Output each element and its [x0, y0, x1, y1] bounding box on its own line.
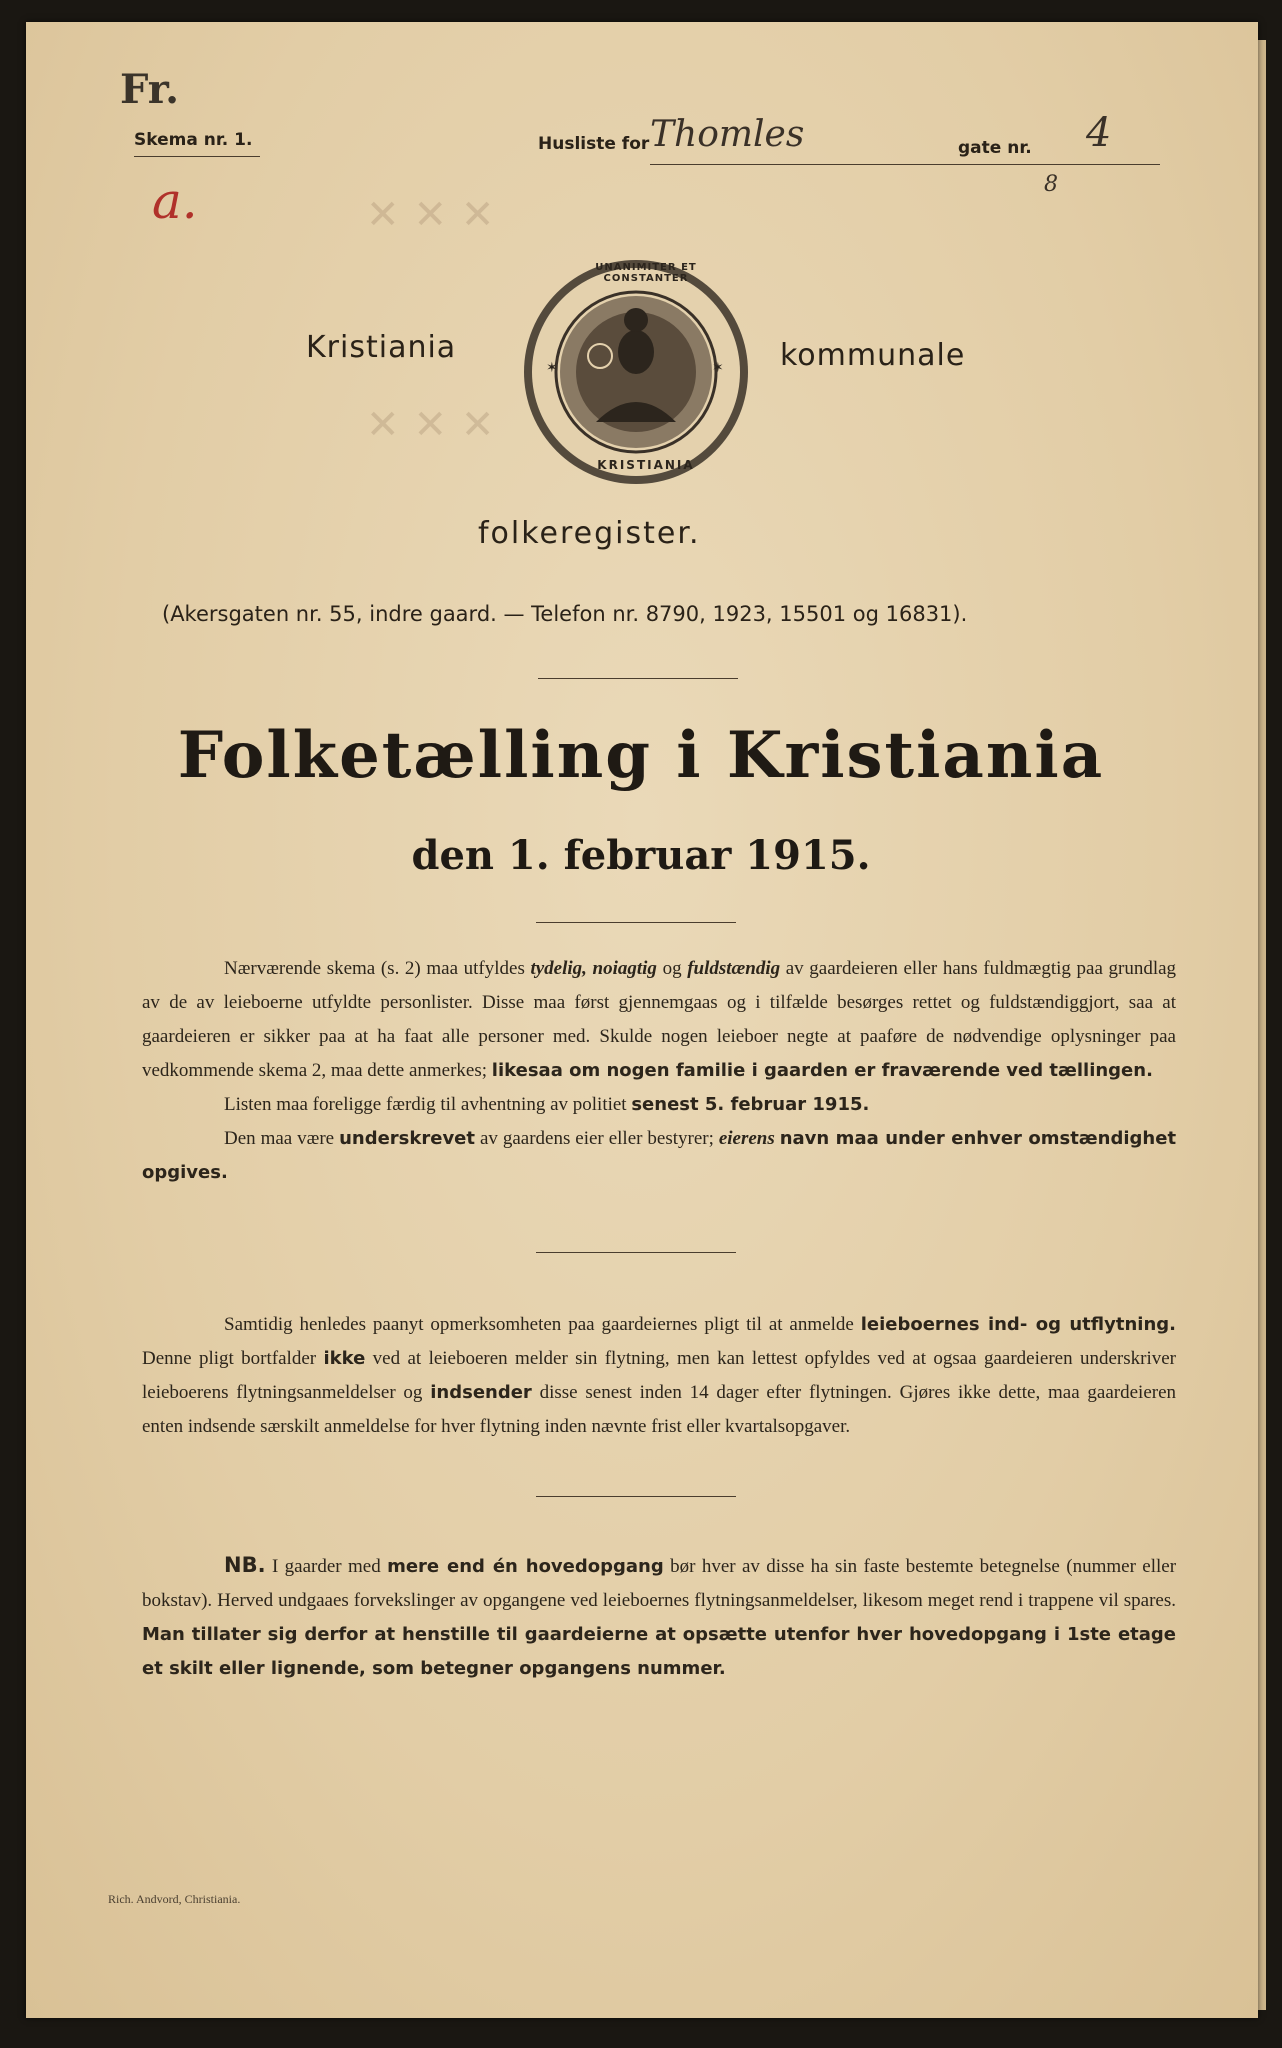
date-subtitle: den 1. februar 1915.	[411, 832, 871, 879]
separator-line	[536, 922, 736, 923]
moving-notice-block	[142, 1308, 1176, 1444]
husliste-label: Husliste for	[538, 134, 650, 154]
nb-notice-block	[142, 1548, 1176, 1686]
svg-text:✶: ✶	[712, 360, 724, 376]
masthead-folkeregister: folkeregister.	[478, 516, 701, 551]
skema-label: Skema nr. 1.	[134, 130, 253, 150]
bold-instruction: leieboernes ind- og utflytning.	[860, 1314, 1176, 1335]
emphasis-text: eierens	[718, 1128, 775, 1149]
emphasis-text: fuldstændig	[687, 958, 781, 979]
fr-stamp: Fr.	[120, 66, 180, 113]
instruction-text: av gaardens eier eller bestyrer;	[479, 1128, 714, 1149]
instruction-text: Nærværende skema (s. 2) maa utfyldes	[224, 958, 525, 979]
separator-line	[536, 1496, 736, 1497]
seal-city-name: KRISTIANIA	[597, 458, 695, 472]
main-title: Folketælling i Kristiania	[177, 718, 1105, 793]
house-number-field: 4	[1086, 110, 1112, 156]
separator-line	[538, 678, 738, 679]
sub-number-note: 8	[1044, 172, 1058, 197]
instruction-text: I gaarder med	[271, 1556, 381, 1577]
instruction-text: Listen maa foreligge færdig til avhentning av politiet	[224, 1094, 627, 1115]
bold-instruction: navn maa under enhver omstændighet opgives.	[142, 1128, 1177, 1183]
gate-nr-label: gate nr.	[958, 138, 1032, 158]
instruction-text: Denne pligt bortfalder	[142, 1348, 317, 1369]
masthead-kristiania: Kristiania	[306, 330, 457, 365]
skema-underline	[134, 156, 260, 157]
bleed-through-mark: ✕ ✕ ✕	[366, 402, 495, 448]
bold-instruction: likesaa om nogen familie i gaarden er fraværende ved tællingen.	[491, 1060, 1153, 1081]
instruction-text: og	[662, 958, 682, 979]
instruction-text: av gaardeieren eller hans fuldmægtig paa grundlag av de av leieboerne utfyldte personlister. Disse maa først gjennemgaas og i tilfælde besørges rettet og fuldstændiggjort, saa at gaardeieren er sikker paa at ha faat alle personer med. Skulde nogen leieboer negte at paaføre de nødvendige oplysninger paa vedkommende skema 2, maa dette anmerkes;	[142, 958, 1177, 1081]
masthead-kommunale: kommunale	[780, 338, 966, 373]
bold-instruction: indsender	[430, 1382, 532, 1403]
bold-instruction: underskrevet	[339, 1128, 475, 1149]
deadline-text: senest 5. februar 1915.	[631, 1094, 870, 1115]
seal-motto: UNANIMITER ET CONSTANTER	[595, 262, 697, 284]
census-form-page	[26, 22, 1258, 2018]
instructions-block	[142, 952, 1176, 1190]
bold-instruction: Man tillater sig derfor at henstille til gaardeierne at opsætte utenfor hver hovedopgang i 1ste etage et skilt eller lignende, som betegner opgangens nummer.	[142, 1624, 1176, 1679]
bold-instruction: mere end én hovedopgang	[387, 1556, 664, 1577]
svg-text:✶: ✶	[546, 360, 558, 376]
bold-instruction: ikke	[323, 1348, 366, 1369]
emphasis-text: tydelig, noiagtig	[530, 958, 657, 979]
nb-label: NB.	[224, 1553, 266, 1577]
street-name-field: Thomles	[650, 114, 805, 155]
red-pencil-mark: a.	[152, 172, 198, 230]
separator-line	[536, 1252, 736, 1253]
address-telephone-line: (Akersgaten nr. 55, indre gaard. — Telefon nr. 8790, 1923, 15501 og 16831).	[162, 602, 968, 626]
instruction-text: Den maa være	[224, 1128, 335, 1149]
husliste-underline	[650, 164, 1160, 165]
instruction-text: bør hver av disse ha sin faste bestemte betegnelse (nummer eller bokstav). Herved undgaaes forvekslinger av opgangene ved leieboernes flytningsanmeldelser, likesom meget rend i trappene vil spares.	[142, 1556, 1177, 1611]
city-seal-icon	[516, 252, 756, 492]
printer-imprint: Rich. Andvord, Christiania.	[108, 1892, 241, 1906]
instruction-text: ved at leieboeren melder sin flytning, men kan lettest opfyldes ved at ogsaa gaardeieren underskriver leieboerens flytningsanmeldelser og	[142, 1348, 1176, 1403]
instruction-text: disse senest inden 14 dager efter flytningen. Gjøres ikke dette, maa gaardeieren enten indsende særskilt anmeldelse for hver flytning inden nævnte frist eller kvartalsopgaver.	[142, 1382, 1177, 1437]
instruction-text: Samtidig henledes paanyt opmerksomheten paa gaardeiernes pligt til at anmelde	[224, 1314, 854, 1335]
bleed-through-mark: ✕ ✕ ✕	[366, 192, 495, 238]
